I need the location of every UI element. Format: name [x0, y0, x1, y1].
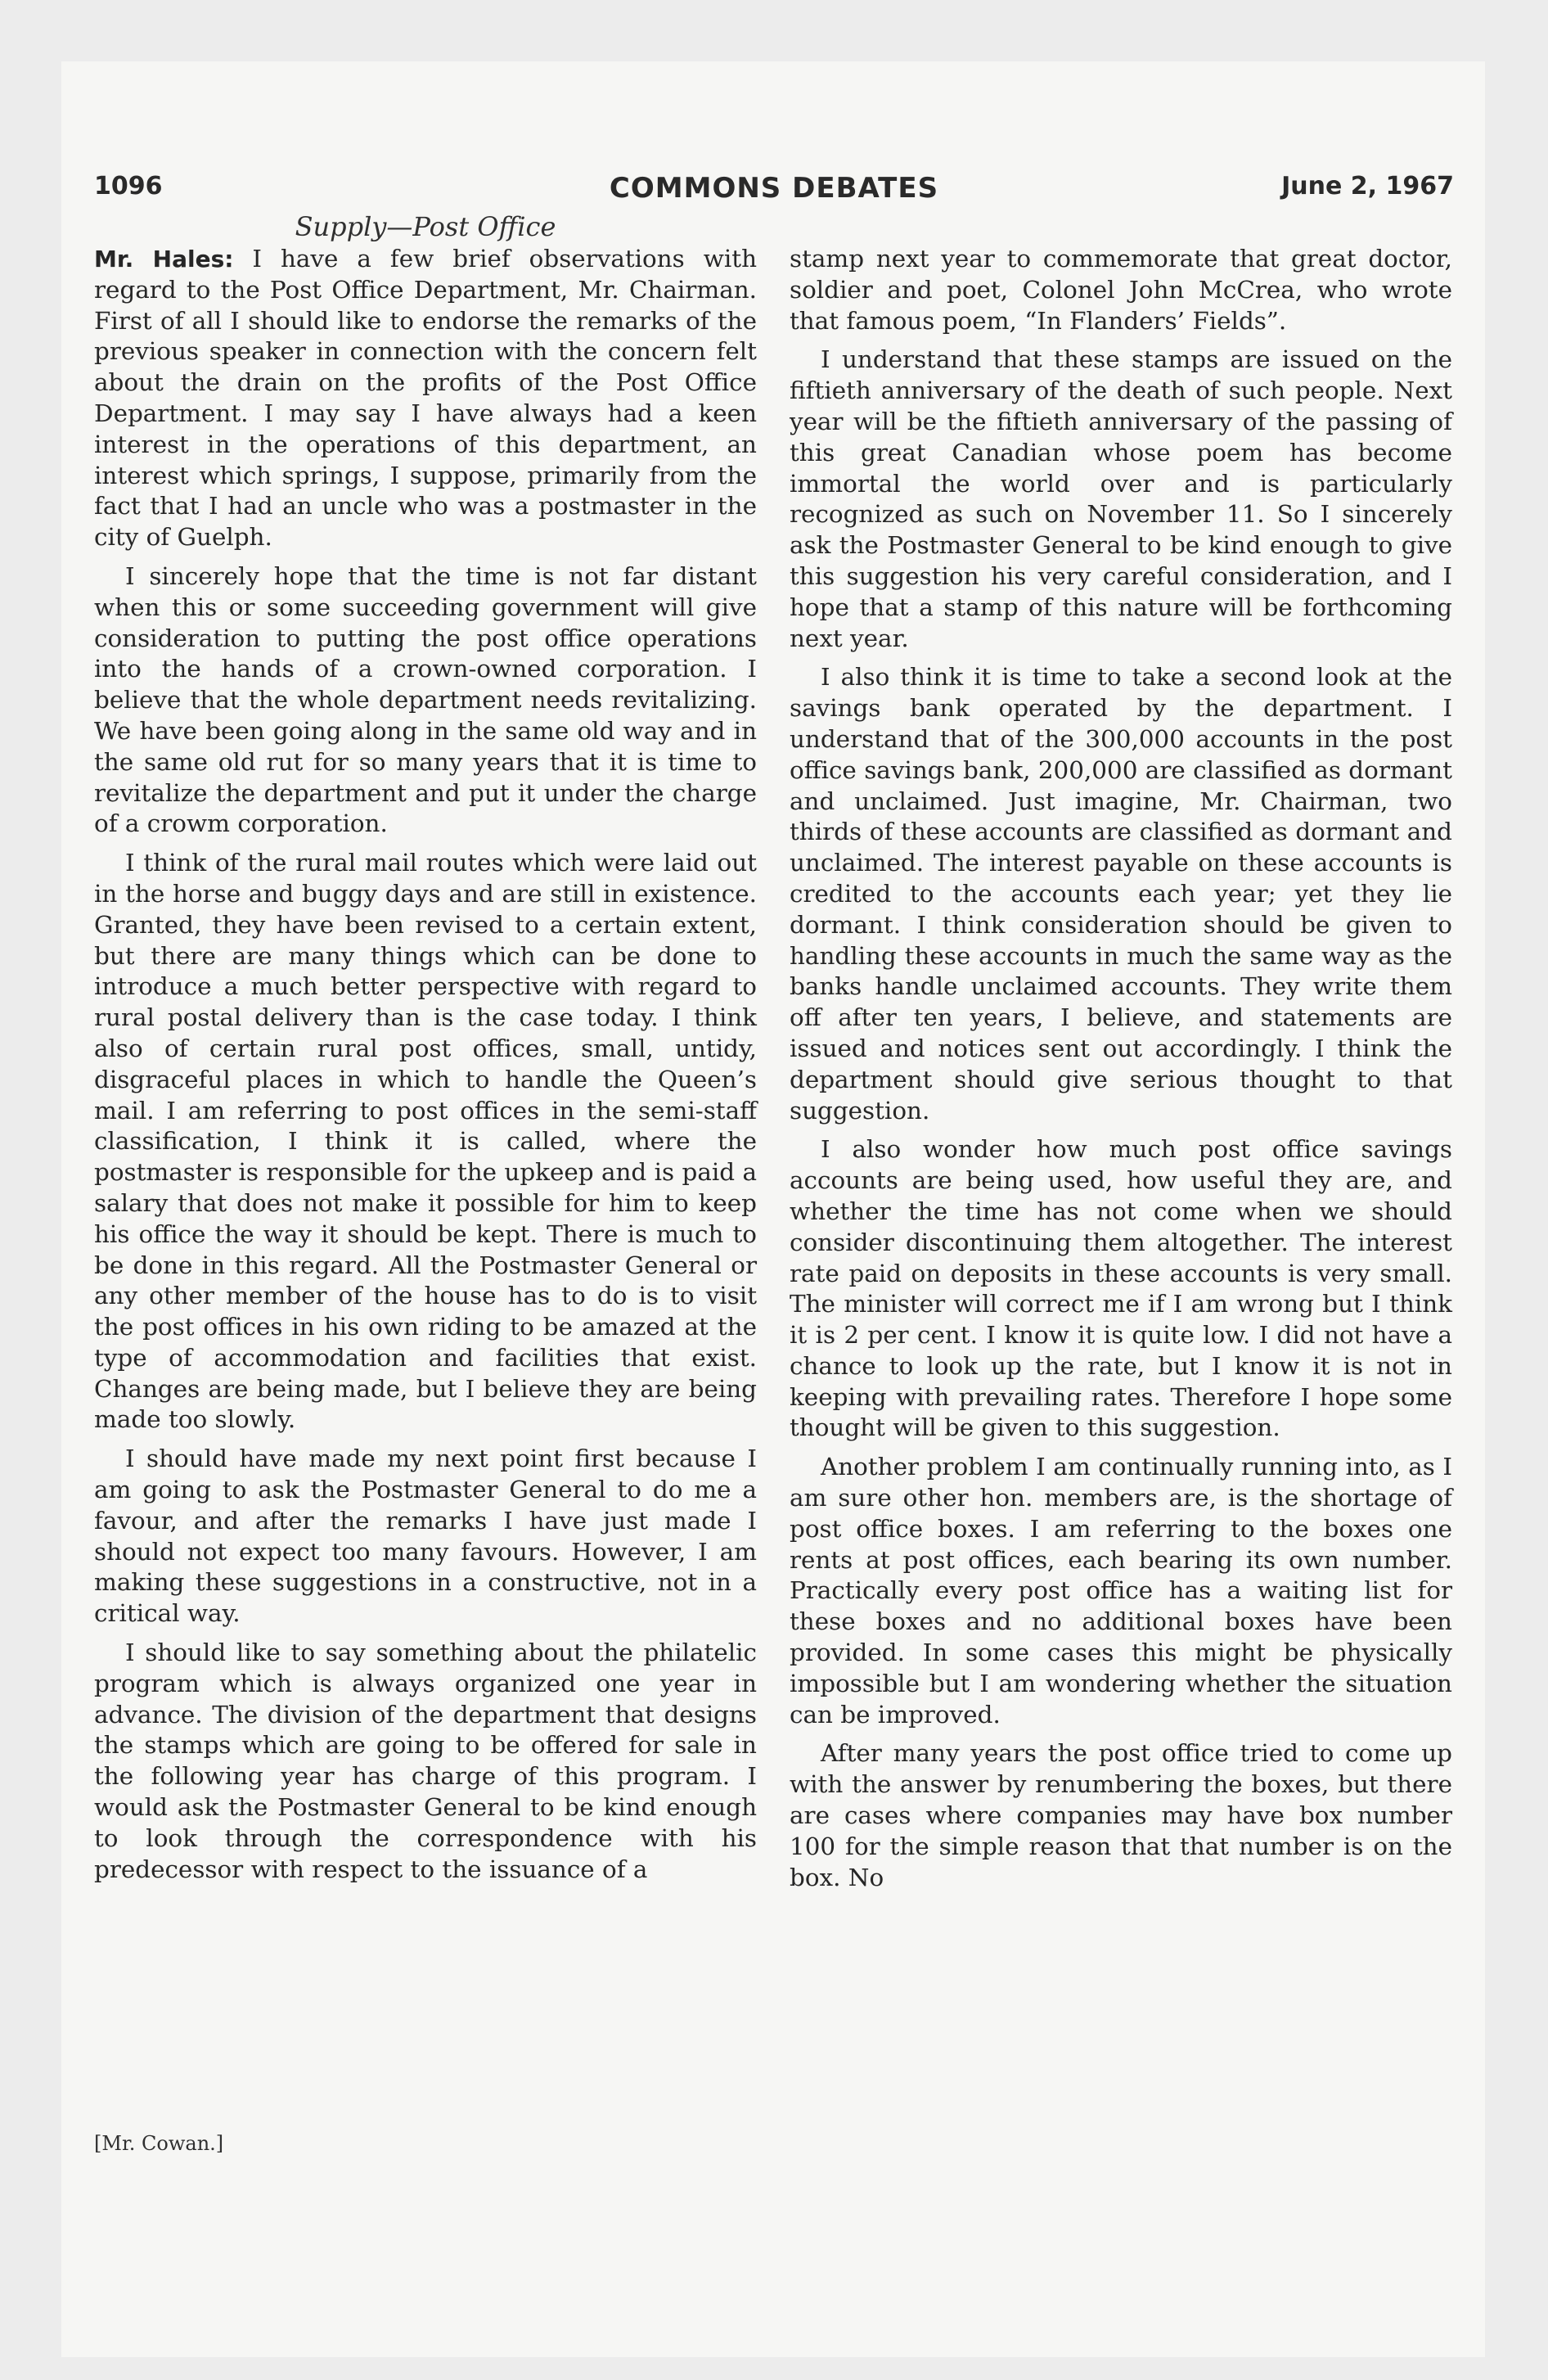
- paragraph: Another problem I am continually running into, as I am sure other hon. members are, is the shortage of post office boxes. I am referring to the boxes one rents at post offices, each bearing its own number. Practically every post office has a waiting list for these boxes and no additional boxes have been provided. In some cases this might be physically impossible but I am wondering whether the situation can be improved.: [790, 1453, 1452, 1729]
- paragraph: I think of the rural mail routes which were laid out in the horse and buggy days and are still in existence. Granted, they have been revised to a certain extent, but there are many things which can be done to introduce a much better perspective with regard to rural postal delivery than is the case today. I think also of certain rural post offices, small, untidy, disgraceful places in which to handle the Queen’s mail. I am referring to post offices in the semi-staff classification, I think it is called, where the postmaster is responsible for the upkeep and is paid a salary that does not make it possible for him to keep his office the way it should be kept. There is much to be done in this regard. All the Postmaster General or any other member of the house has to do is to visit the post offices in his own riding to be amazed at the type of accommodation and facilities that exist. Changes are being made, but I believe they are being made too slowly.: [94, 849, 757, 1434]
- right-column: [790, 244, 1452, 1901]
- paragraph: After many years the post office tried to come up with the answer by renumbering the boxes, but there are cases where companies may have box number 100 for the simple reason that that number is on the box. No: [790, 1739, 1452, 1891]
- paragraph: I understand that these stamps are issued on the fiftieth anniversary of the death of such people. Next year will be the fiftieth anniversary of the passing of this great Canadian whose poem has become immortal the world over and is particularly recognized as such on November 11. So I sincerely ask the Postmaster General to be kind enough to give this suggestion his very careful consideration, and I hope that a stamp of this nature will be forthcoming next year.: [790, 345, 1452, 652]
- page-number: 1096: [94, 172, 163, 201]
- paragraph: I should like to say something about the philatelic program which is always organized one year in advance. The division of the department that designs the stamps which are going to be offered for sale in the following year has charge of this program. I would ask the Postmaster General to be kind enough to look through the correspondence with his predecessor with respect to the issuance of a: [94, 1639, 757, 1883]
- paragraph: I should have made my next point first because I am going to ask the Postmaster General to do me a favour, and after the remarks I have just made I should not expect too many favours. However, I am making these suggestions in a constructive, not in a critical way.: [94, 1445, 757, 1628]
- paragraph-text: I have a few brief observations with regard to the Post Office Department, Mr. Chairman. First of all I should like to endorse the remarks of the previous speaker in connection with the concern felt about the drain on the profits of the Post Office Department. I may say I have always had a keen interest in the operations of this department, an interest which springs, I suppose, primarily from the fact that I had an uncle who was a postmaster in the city of Guelph.: [94, 245, 758, 552]
- paragraph: [94, 244, 757, 553]
- speaker-name: Mr. Hales:: [94, 246, 234, 273]
- left-column: [94, 244, 757, 1893]
- speaker-attribution-note: [Mr. Cowan.]: [94, 2132, 224, 2155]
- section-subheading: Supply—Post Office: [295, 211, 556, 242]
- paragraph: I sincerely hope that the time is not far distant when this or some succeeding government will give consideration to putting the post office operations into the hands of a crown-owned corporation. I believe that the whole department needs revitalizing. We have been going along in the same old way and in the same old rut for so many years that it is time to revitalize the department and put it under the charge of a crowm corporation.: [94, 561, 757, 838]
- publication-title: COMMONS DEBATES: [609, 172, 939, 205]
- paragraph: I also wonder how much post office savings accounts are being used, how useful they are, and whether the time has not come when we should consider discontinuing them altogether. The interest rate paid on deposits in these accounts is very small. The minister will correct me if I am wrong but I think it is 2 per cent. I know it is quite low. I did not have a chance to look up the rate, but I know it is not in keeping with prevailing rates. Therefore I hope some thought will be given to this suggestion.: [790, 1135, 1452, 1442]
- paragraph: stamp next year to commemorate that great doctor, soldier and poet, Colonel John McCrea, who wrote that famous poem, “In Flanders’ Fields”.: [790, 245, 1452, 335]
- paragraph: I also think it is time to take a second look at the savings bank operated by the department. I understand that of the 300,000 accounts in the post office savings bank, 200,000 are classified as dormant and unclaimed. Just imagine, Mr. Chairman, two thirds of these accounts are classified as dormant and unclaimed. The interest payable on these accounts is credited to the accounts each year; yet they lie dormant. I think consideration should be given to handling these accounts in much the same way as the banks handle unclaimed accounts. They write them off after ten years, I believe, and statements are issued and notices sent out accordingly. I think the department should give serious thought to that suggestion.: [790, 663, 1452, 1125]
- page-header: [94, 172, 1454, 213]
- publication-date: June 2, 1967: [1281, 172, 1454, 201]
